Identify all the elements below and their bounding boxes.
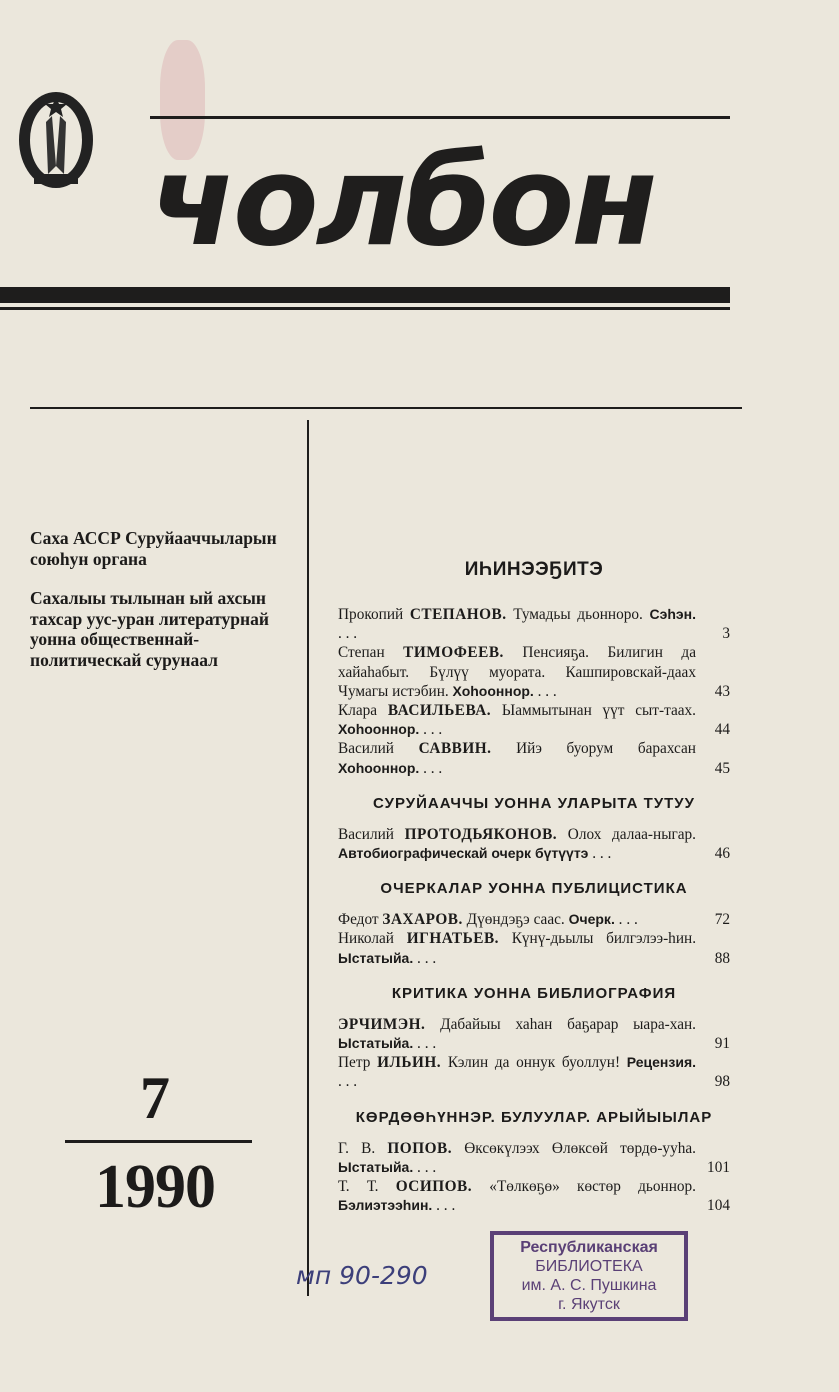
toc-section (338, 1108, 730, 1216)
toc-entry[interactable] (338, 910, 730, 929)
author-surname: ПОПОВ. (387, 1139, 453, 1157)
toc-entry[interactable] (338, 825, 730, 863)
work-genre: Автобиографическай очерк бүтүүтэ (338, 845, 589, 862)
work-title: Өксөкүлээх Өлөксөй төрдө-ууһа. (464, 1139, 696, 1157)
leader-dots: . . . (419, 721, 443, 739)
shelfmark-handwritten: мп 90-290 (296, 1261, 428, 1291)
work-genre: Хоһооннор. (338, 721, 420, 738)
order-emblem-icon (16, 82, 96, 194)
page-number: 104 (707, 1197, 730, 1215)
toc-section (338, 879, 730, 968)
work-title: Дүөндэҕэ саас. (466, 911, 565, 929)
stamp-line: г. Якутск (558, 1296, 620, 1314)
magazine-title: чолбон (150, 129, 655, 274)
toc-entry[interactable] (338, 1139, 730, 1177)
work-title: Кэлин да оннук буоллун! (447, 1054, 621, 1072)
table-of-contents (296, 559, 730, 1321)
work-title: Тумадьы дьонноро. (513, 606, 643, 623)
work-title: Пенсияҕа. Билигин да хайаһабыт. Бүлүү муората. Кашпировскай-даах Чумагы истэбин. (338, 644, 696, 700)
toc-entry[interactable] (338, 701, 730, 739)
toc-section (338, 794, 730, 863)
work-genre: Ыстатыйа. (338, 1158, 414, 1175)
section-heading: КӨРДӨӨҺҮННЭР. БУЛУУЛАР. АРЫЙЫЫЛАР (355, 1108, 713, 1126)
page-number: 88 (714, 949, 730, 967)
leader-dots: . . . (588, 845, 612, 863)
stamp-line: БИБЛИОТЕКА (535, 1258, 643, 1276)
work-genre: Рецензия. (626, 1054, 697, 1071)
work-title: «Төлкөҕө» көстөр дьоннор. (489, 1178, 697, 1196)
thin-rule (0, 307, 730, 310)
author-surname: ВАСИЛЬЕВА. (387, 702, 492, 720)
toc-section (338, 560, 730, 778)
work-title: Ыаммытынан үүт сыт-таах. (501, 702, 697, 720)
publisher-org: Саха АССР Суруйааччыларын союһун органа (30, 528, 277, 569)
stamp-line: Республиканская (520, 1239, 658, 1257)
work-title: Дабайыы хаһан баҕарар ыара-хан. (440, 1015, 697, 1033)
page-number: 45 (714, 759, 730, 777)
author-first-name: Василий (338, 825, 394, 843)
author-first-name: Г. В. (338, 1139, 376, 1157)
author-surname: СТЕПАНОВ. (409, 606, 507, 623)
publisher-description: Сахалыы тылынан ый ахсын тахсар уус-уран литературнай уонна общественнай-политическай сурунаал (30, 588, 269, 670)
page-number: 101 (707, 1158, 730, 1176)
issue-number: 7 (140, 1065, 170, 1131)
author-surname: ЗАХАРОВ. (382, 911, 463, 929)
author-surname: ИГНАТЬЕВ. (406, 930, 499, 948)
work-genre: Бэлиэтээһин. (338, 1197, 433, 1214)
toc-entry[interactable] (338, 1177, 730, 1215)
toc-entry[interactable] (338, 1053, 730, 1091)
work-title: Ийэ буорум барахсан (516, 740, 696, 758)
author-first-name: Николай (338, 930, 394, 948)
section-heading: КРИТИКА УОННА БИБЛИОГРАФИЯ (391, 984, 677, 1002)
author-first-name: Прокопий (338, 606, 404, 623)
leader-dots: . . . (338, 625, 358, 643)
work-genre: Хоһооннор. (452, 682, 534, 699)
work-genre: Очерк. (568, 911, 615, 928)
section-heading: ИҺИНЭЭҔИТЭ (464, 559, 604, 580)
leader-dots: . . . (419, 759, 443, 777)
work-genre: Ыстатыйа. (338, 949, 414, 966)
author-surname: ИЛЬИН. (377, 1054, 442, 1072)
leader-dots: . . . (413, 949, 437, 967)
author-surname: ПРОТОДЬЯКОНОВ. (404, 825, 558, 843)
author-surname: ТИМОФЕЕВ. (403, 644, 504, 662)
author-first-name: Степан (338, 644, 385, 662)
top-rule (150, 116, 730, 119)
toc-entry[interactable] (338, 1015, 730, 1053)
leader-dots: . . . (432, 1197, 456, 1215)
page-number: 98 (714, 1073, 730, 1091)
page-number: 3 (722, 625, 730, 643)
issue-rule (65, 1140, 252, 1143)
author-first-name: Василий (338, 740, 394, 758)
section-heading: СУРУЙААЧЧЫ УОННА УЛАРЫТА ТУТУУ (373, 794, 695, 812)
work-genre: Сэһэн. (649, 606, 696, 622)
toc-entry[interactable] (338, 643, 730, 701)
library-stamp (490, 1231, 688, 1321)
section-heading: ОЧЕРКАЛАР УОННА ПУБЛИЦИСТИКА (380, 880, 688, 898)
work-title: Күнү-дьылы билгэлээ-һин. (511, 930, 697, 948)
page-number: 91 (714, 1035, 730, 1053)
author-first-name: Федот (338, 911, 379, 929)
toc-sections (338, 560, 730, 1215)
page-number: 43 (714, 682, 730, 700)
author-first-name: Петр (338, 1054, 371, 1072)
stamp-line: им. А. С. Пушкина (521, 1277, 657, 1295)
author-first-name: Клара (338, 702, 378, 720)
toc-entry[interactable] (338, 605, 730, 643)
toc-entry[interactable] (338, 739, 730, 777)
leader-dots: . . . (413, 1158, 437, 1176)
author-surname: ОСИПОВ. (395, 1178, 473, 1196)
leader-dots: . . . (413, 1035, 437, 1053)
page-number: 72 (714, 911, 730, 929)
work-genre: Ыстатыйа. (338, 1035, 414, 1052)
publisher-info (30, 528, 290, 689)
leader-dots: . . . (614, 911, 638, 929)
page-number: 44 (714, 721, 730, 739)
header-divider (30, 407, 742, 409)
work-title: Олох далаа-ныгар. (567, 825, 697, 843)
thick-rule (0, 287, 730, 303)
toc-entry[interactable] (338, 929, 730, 967)
annotations-row (296, 1231, 730, 1321)
toc-section (338, 984, 730, 1092)
work-genre: Хоһооннор. (338, 759, 420, 776)
leader-dots: . . . (533, 682, 557, 700)
issue-year: 1990 (95, 1153, 215, 1221)
author-surname: САВВИН. (418, 740, 492, 758)
leader-dots: . . . (338, 1073, 358, 1091)
column-divider (307, 420, 309, 1296)
page-number: 46 (714, 845, 730, 863)
author-surname: ЭРЧИМЭН. (338, 1015, 426, 1033)
author-first-name: Т. Т. (338, 1178, 379, 1196)
